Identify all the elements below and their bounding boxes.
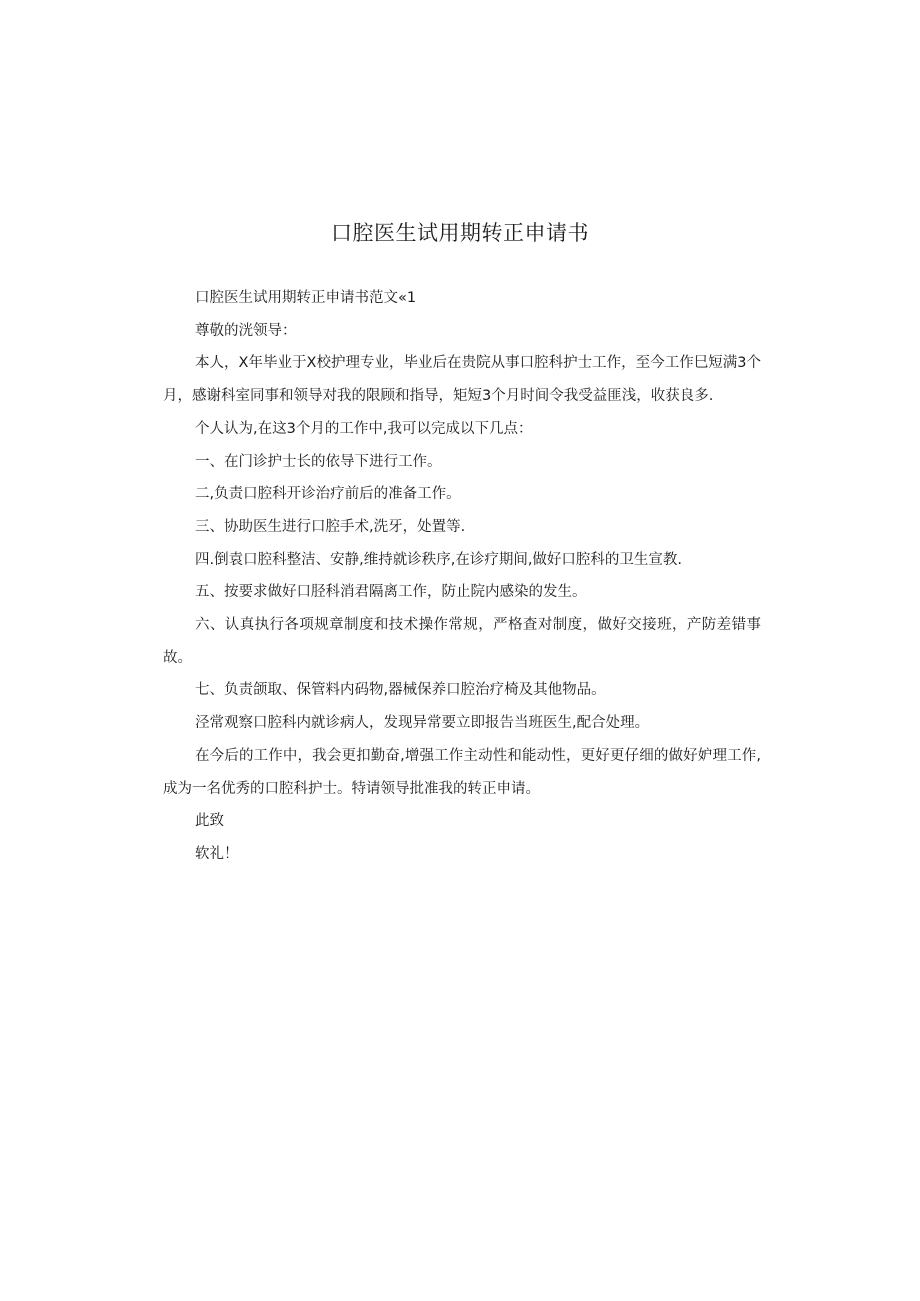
document-paragraph: 六、认真执行各项规章制度和技术操作常规，严格査对制度，做好交接班，产防差错事故。 [163, 617, 761, 666]
document-paragraph: 一、在门诊护士长的依导下进行工作。 [195, 453, 442, 470]
document-paragraph: 五、按要求做好口胫科消君隔离工作，防止院内感染的发生。 [195, 584, 587, 601]
document-paragraph: 三、协助医生进行口腔手术,洗牙，处置等. [195, 518, 466, 535]
document-paragraph: 二,负责口腔科开诊治疗前后的准备工作。 [195, 486, 461, 503]
document-body [163, 282, 761, 871]
document-paragraph: 个人认为,在这3个月的工作中,我可以完成以下几点： [195, 420, 533, 437]
document-paragraph: 本人，X年毕业于X校护理专业，毕业后在贵院从事口腔科护士工作，至今工作巳短满3个月，感谢科室同事和领导对我的限顾和指导，矩短3个月时间令我受益匪浅，收获良多. [163, 355, 761, 405]
document-title: 口腔医生试用期转正申请书 [331, 221, 589, 245]
document-paragraph: 七、负责颌取、保管料内码物,器械保养口腔治疗椅及其他物品。 [195, 682, 606, 699]
document-paragraph: 尊敬的洸领导： [195, 322, 297, 339]
document-paragraph: 在今后的工作中，我会更扣勤奋,增强工作主动性和能动性，更好更仔细的做好妒理工作,成为一名优秀的口腔科护士。特请领导批准我的转正申请。 [163, 747, 761, 797]
document-paragraph: 软礼！ [195, 845, 239, 862]
document-paragraph: 泾常观察口腔科内就诊病人，发现异常要立即报告当班医生,配合处理。 [195, 715, 650, 732]
document-paragraph: 口腔医生试用期转正申请书范文«1 [195, 290, 417, 306]
document-paragraph: 此致 [195, 813, 224, 830]
document-paragraph: 四.倒袁口腔科整洁、安静,维持就诊秩序,在诊疗期间,做好口腔科的卫生宣教. [195, 551, 683, 568]
